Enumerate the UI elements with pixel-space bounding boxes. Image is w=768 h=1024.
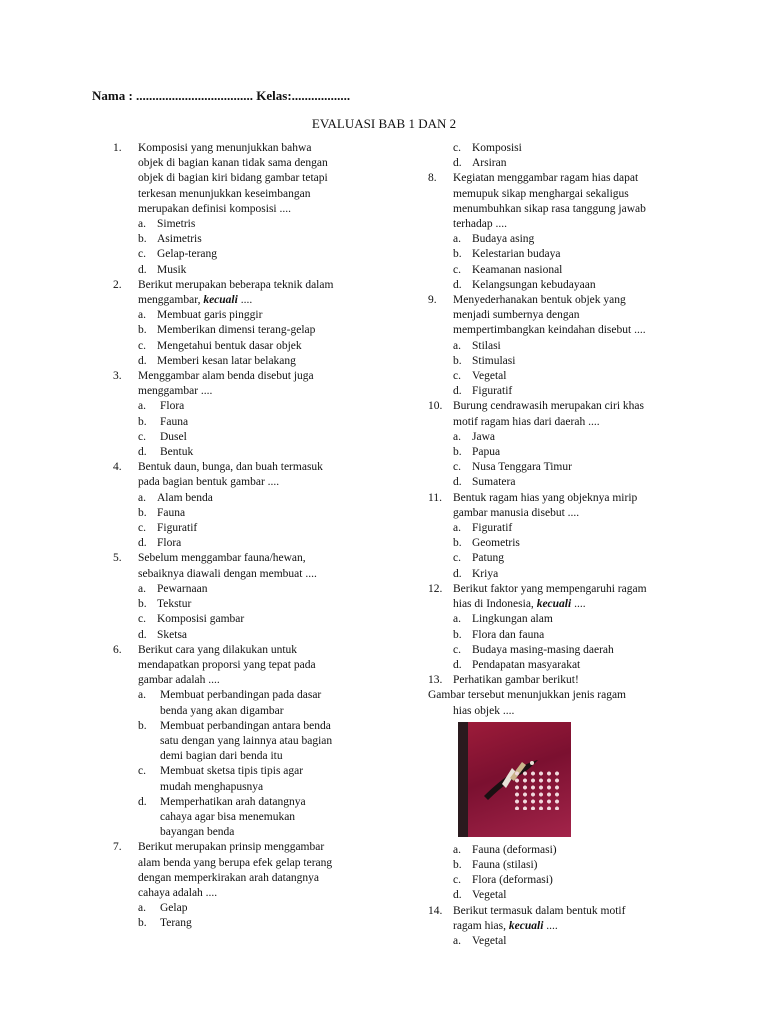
question-7: 7. Berikut merupakan prinsip menggambar alam benda yang berupa efek gelap terang dengan memperkirakan arah datangnya cahaya adalah ....: [113, 841, 333, 899]
option: a. Alam benda: [138, 491, 213, 504]
option: c. Flora (deformasi): [453, 874, 553, 887]
option: d. Musik: [138, 263, 187, 276]
option: c. Nusa Tenggara Timur: [453, 461, 572, 474]
option: a. Fauna (deformasi): [453, 843, 557, 856]
batik-motif-image: [458, 722, 571, 837]
option: b. Stimulasi: [453, 354, 516, 367]
question-13: 13. Perhatikan gambar berikut!: [428, 674, 579, 687]
option: a. Figuratif: [453, 522, 513, 535]
option: c. Komposisi gambar: [138, 613, 245, 626]
option: a. Stilasi: [453, 339, 501, 352]
question-11: 11. Bentuk ragam hias yang objeknya mirip gambar manusia disebut ....: [428, 491, 638, 519]
question-8: 8. Kegiatan menggambar ragam hias dapat memupuk sikap menghargai sekaligus menumbuhkan sikap rasa tanggung jawab terhadap ....: [428, 172, 646, 231]
option: b. Papua: [453, 446, 501, 459]
option: b. Fauna: [138, 415, 189, 428]
option: d. Kriya: [453, 567, 499, 580]
option: c. Patung: [453, 552, 504, 565]
option: d. Kelangsungan kebudayaan: [453, 278, 596, 291]
option: d. Bentuk: [138, 446, 194, 459]
option: d. Figuratif: [453, 385, 513, 398]
option: b. Asimetris: [138, 233, 202, 246]
option: b. Kelestarian budaya: [453, 248, 561, 261]
option: c. Komposisi: [453, 142, 522, 154]
option: c. Mengetahui bentuk dasar objek: [138, 339, 302, 352]
option: d. Memperhatikan arah datangnya cahaya agar bisa menemukan bayangan benda: [138, 795, 306, 839]
option: c. Membuat sketsa tipis tipis agar mudah menghapusnya: [138, 765, 304, 793]
option: a. Simetris: [138, 218, 196, 231]
option: a. Budaya asing: [453, 233, 535, 246]
option: a. Pewarnaan: [138, 582, 208, 595]
option: b. Geometris: [453, 537, 520, 550]
option: b. Tekstur: [138, 598, 192, 611]
option: a. Vegetal: [453, 934, 507, 947]
option: a. Gelap: [138, 902, 188, 915]
option: c. Gelap-terang: [138, 248, 218, 261]
question-3: 3. Menggambar alam benda disebut juga menggambar ....: [113, 370, 314, 398]
option: c. Keamanan nasional: [453, 263, 563, 276]
option: d. Sketsa: [138, 628, 188, 641]
question-10: 10. Burung cendrawasih merupakan ciri khas motif ragam hias dari daerah ....: [428, 400, 644, 428]
option: c. Vegetal: [453, 370, 507, 383]
question-1: 1. Komposisi yang menunjukkan bahwa objek di bagian kanan tidak sama dengan objek di bagian kiri bidang gambar tetapi terkesan menunjukkan keseimbangan merupakan definisi komposisi ....: [113, 142, 328, 215]
option: b. Fauna: [138, 506, 186, 519]
question-9: 9. Menyederhanakan bentuk objek yang menjadi sumbernya dengan mempertimbangkan keindahan disebut ....: [428, 294, 646, 337]
option: b. Fauna (stilasi): [453, 858, 538, 871]
option: b. Flora dan fauna: [453, 628, 545, 641]
right-column: c. Komposisi d. Arsiran 8. Kegiatan menggambar ragam hias dapat memupuk sikap menghargai sekaligus menumbuhkan sikap rasa tanggung jawab terhadap .... a. Budaya asing b. Kelestarian budaya c. Keamanan nasional d. Kelangsungan kebudayaan 9. Menyederhanakan bentuk objek yang menjadi sumbernya dengan mempertimbangkan keindahan disebut .... a. Stilasi b. Stimulasi c. Vegetal d. Figuratif 10. Burung cendrawasih merupakan ciri khas motif ragam hias dari daerah .... a. Jawa b. Papua c. Nusa Tenggara Timur d. Sumatera 11. Bentuk ragam hias yang objeknya mirip gambar manusia disebut .... a. Figuratif b. Geometris c. Patung d. Kriya 12. Berikut faktor yang mempengaruhi ragam hias di Indonesia, kecuali .... a. Lingkungan alam b. Flora dan fauna c. Budaya masing-masing daerah d. Pendapatan masyarakat 13. Perhatikan gambar berikut! Gambar tersebut menunjukkan jenis ragam hias objek .... a. Fauna (deformasi) b. Fauna (stilasi) c. Flora (deformasi) d. Vegetal 14. Berikut termasuk dalam bentuk motif ragam hias, kecuali .... a. Vegetal: [428, 141, 678, 949]
question-2: 2. Berikut merupakan beberapa teknik dalam menggambar, kecuali ....: [113, 278, 334, 307]
option: c. Dusel: [138, 430, 187, 443]
option: d. Vegetal: [453, 889, 507, 902]
option: b. Memberikan dimensi terang-gelap: [138, 324, 316, 337]
option: a. Membuat perbandingan pada dasar benda yang akan digambar: [138, 689, 322, 717]
option: a. Lingkungan alam: [453, 613, 553, 626]
option: c. Budaya masing-masing daerah: [453, 643, 614, 656]
question-4: 4. Bentuk daun, bunga, dan buah termasuk pada bagian bentuk gambar ....: [113, 461, 323, 489]
option: a. Flora: [138, 400, 185, 413]
option: d. Sumatera: [453, 476, 516, 489]
question-12: 12. Berikut faktor yang mempengaruhi ragam hias di Indonesia, kecuali ....: [428, 582, 647, 611]
option: b. Terang: [138, 917, 192, 930]
option: d. Flora: [138, 537, 182, 550]
page-title: EVALUASI BAB 1 DAN 2: [311, 116, 457, 131]
option: b. Membuat perbandingan antara benda satu dengan yang lainnya atau bagian demi bagian dari benda itu: [138, 719, 333, 763]
option: d. Memberi kesan latar belakang: [138, 354, 296, 367]
option: a. Jawa: [453, 430, 495, 443]
question-5: 5. Sebelum menggambar fauna/hewan, sebaiknya diawali dengan membuat ....: [113, 552, 317, 580]
name-class-header: Nama : .................................... Kelas:..................: [92, 88, 351, 103]
option: c. Figuratif: [138, 522, 198, 535]
option: a. Membuat garis pinggir: [138, 309, 263, 322]
question-6: 6. Berikut cara yang dilakukan untuk mendapatkan proporsi yang tepat pada gambar adalah ....: [113, 643, 316, 687]
question-14: 14. Berikut termasuk dalam bentuk motif ragam hias, kecuali ....: [428, 904, 626, 932]
option: d. Pendapatan masyarakat: [453, 658, 581, 671]
option: d. Arsiran: [453, 157, 507, 170]
left-column: [113, 141, 373, 932]
